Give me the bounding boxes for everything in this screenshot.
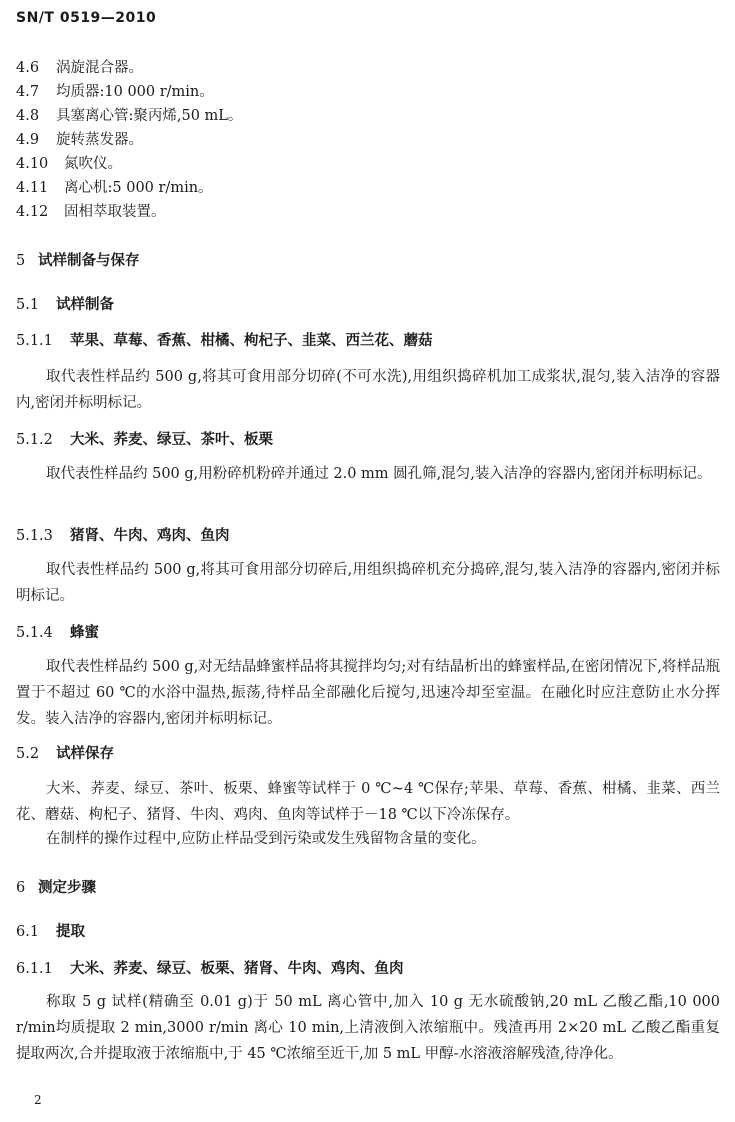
list-item: 4.11 离心机:5 000 r/min。 — [16, 180, 213, 196]
paragraph: 大米、荞麦、绿豆、茶叶、板栗、蜂蜜等试样于 0 ℃~4 ℃保存;苹果、草莓、香蕉、柑橘、韭菜、西兰花、蘑菇、枸杞子、猪肾、牛肉、鸡肉、鱼肉等试样于－18 ℃以下冷冻保存。 — [16, 781, 720, 823]
section-heading: 5.1 试样制备 — [16, 297, 114, 313]
paragraph: 取代表性样品约 500 g,将其可食用部分切碎(不可水洗),用组织捣碎机加工成浆状,混匀,装入洁净的容器内,密闭并标明标记。 — [16, 369, 720, 411]
section-heading: 5.1.4 蜂蜜 — [16, 625, 99, 641]
paragraph: 取代表性样品约 500 g,将其可食用部分切碎后,用组织捣碎机充分捣碎,混匀,装入洁净的容器内,密闭并标明标记。 — [16, 562, 720, 604]
paragraph: 取代表性样品约 500 g,对无结晶蜂蜜样品将其搅拌均匀;对有结晶析出的蜂蜜样品,在密闭情况下,将样品瓶置于不超过 60 ℃的水浴中温热,振荡,待样品全部融化后搅匀,迅速冷却至室温。在融化时应注意防止水分挥发。装入洁净的容器内,密闭并标明标记。 — [16, 659, 720, 727]
section-heading: 5.1.2 大米、荞麦、绿豆、茶叶、板栗 — [16, 432, 273, 448]
list-item: 4.8 具塞离心管:聚丙烯,50 mL。 — [16, 108, 243, 124]
list-item: 4.10 氮吹仪。 — [16, 156, 122, 172]
paragraph: 称取 5 g 试样(精确至 0.01 g)于 50 mL 离心管中,加入 10 g 无水硫酸钠,20 mL 乙酸乙酯,10 000 r/min均质提取 2 min,3000 r/min 离心 10 min,上清液倒入浓缩瓶中。残渣再用 2×20 mL 乙酸乙酯重复提取两次,合并提取液于浓缩瓶中,于 45 ℃浓缩至近干,加 5 mL 甲醇-水溶液溶解残渣,待净化。 — [16, 994, 720, 1062]
section-heading: 6 测定步骤 — [16, 880, 96, 896]
page-number: 2 — [34, 1093, 42, 1107]
section-heading: 5 试样制备与保存 — [16, 253, 140, 269]
list-item: 4.6 涡旋混合器。 — [16, 60, 143, 76]
list-item: 4.12 固相萃取装置。 — [16, 204, 166, 220]
paragraph: 取代表性样品约 500 g,用粉碎机粉碎并通过 2.0 mm 圆孔筛,混匀,装入洁净的容器内,密闭并标明标记。 — [46, 466, 712, 482]
section-heading: 6.1 提取 — [16, 924, 85, 940]
list-item: 4.9 旋转蒸发器。 — [16, 132, 143, 148]
section-heading: 5.1.1 苹果、草莓、香蕉、柑橘、枸杞子、韭菜、西兰花、蘑菇 — [16, 333, 433, 349]
page-header: SN/T 0519—2010 — [16, 10, 157, 26]
list-item: 4.7 均质器:10 000 r/min。 — [16, 84, 214, 100]
section-heading: 5.1.3 猪肾、牛肉、鸡肉、鱼肉 — [16, 528, 230, 544]
section-heading: 5.2 试样保存 — [16, 746, 114, 762]
section-heading: 6.1.1 大米、荞麦、绿豆、板栗、猪肾、牛肉、鸡肉、鱼肉 — [16, 961, 404, 977]
paragraph: 在制样的操作过程中,应防止样品受到污染或发生残留物含量的变化。 — [46, 831, 486, 847]
